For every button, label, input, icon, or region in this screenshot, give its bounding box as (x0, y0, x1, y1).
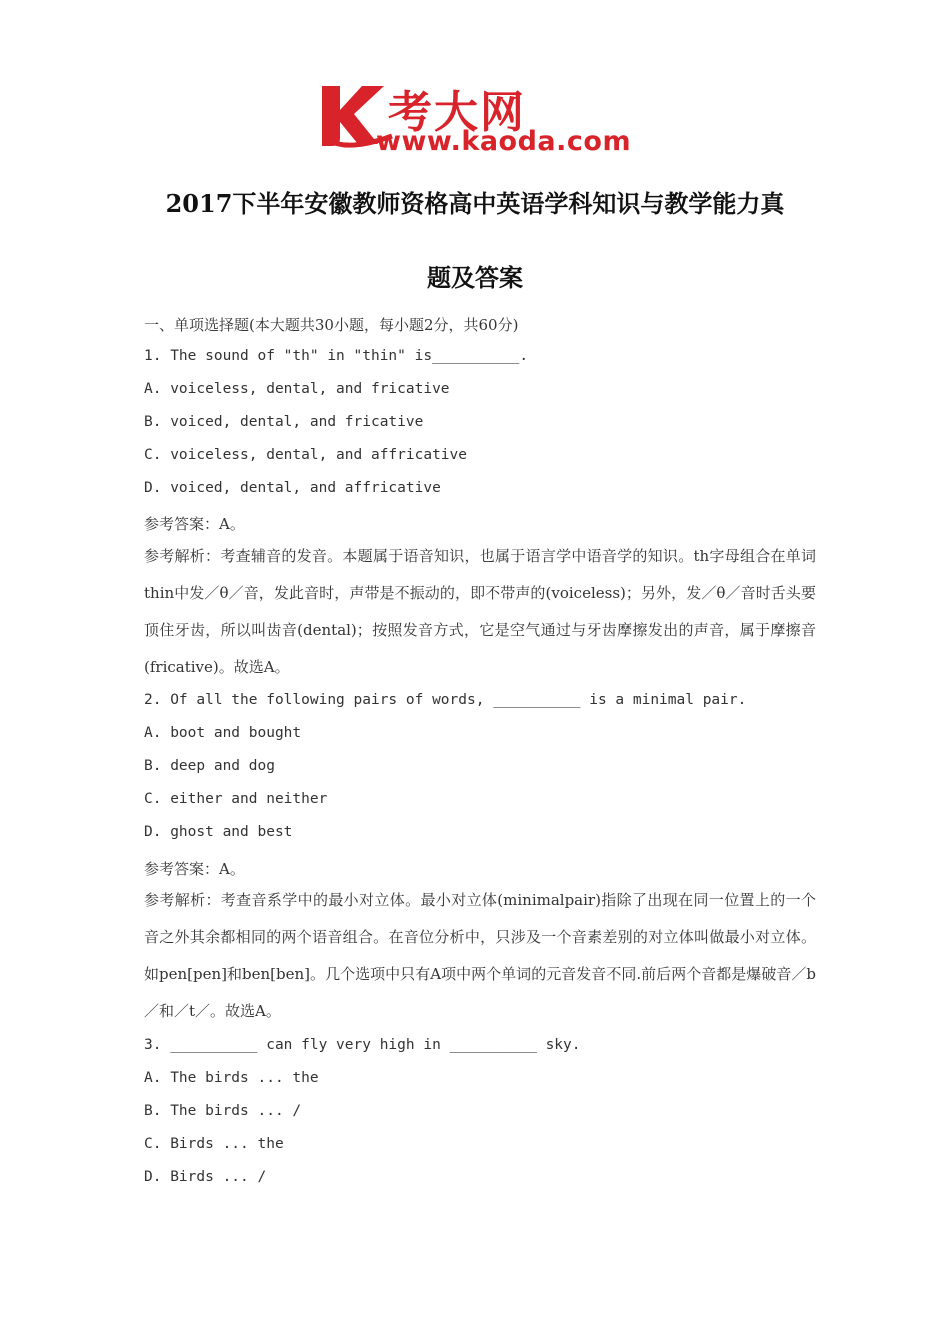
question-2-option-c: C. either and neither (144, 791, 328, 807)
question-1-answer: 参考答案：A。 (144, 515, 245, 533)
question-2-option-b: B. deep and dog (144, 758, 275, 774)
question-3-option-d: D. Birds ... / (144, 1169, 267, 1185)
question-3-stem: 3. __________ can fly very high in __________ sky. (144, 1037, 581, 1053)
question-2-option-d: D. ghost and best (144, 824, 293, 840)
logo-chinese-text: 考大网 (388, 87, 526, 138)
question-1-stem: 1. The sound of "th" in "thin" is__________. (144, 348, 529, 364)
question-2-option-a: A. boot and bought (144, 725, 302, 741)
page-title-line-2: 题及答案 (427, 263, 523, 292)
question-2-answer: 参考答案：A。 (144, 860, 245, 878)
kaoda-logo (318, 80, 638, 162)
question-1-option-a: A. voiceless, dental, and fricative (144, 381, 450, 397)
question-1-analysis: 参考解析：考查辅音的发音。本题属于语音知识，也属于语言学中语音学的知识。th字母组合在单词thin中发／θ／音，发此音时，声带是不振动的，即不带声的(voiceless)；另外，发／θ／音时舌头要顶住牙齿，所以叫齿音(dental)；按照发音方式，它是空气通过与牙齿摩擦发出的声音，属于摩擦音(fricative)。故选A。 (144, 547, 816, 676)
question-3-option-c: C. Birds ... the (144, 1136, 284, 1152)
logo-url-text: www.kaoda.com (376, 126, 632, 157)
question-2-analysis: 参考解析：考查音系学中的最小对立体。最小对立体(minimalpair)指除了出现在同一位置上的一个音之外其余都相同的两个语音组合。在音位分析中，只涉及一个音素差别的对立体叫做最小对立体。如pen[pen]和ben[ben]。几个选项中只有A项中两个单词的元音发音不同.前后两个音都是爆破音／b／和／t／。故选A。 (144, 891, 816, 1020)
question-1-option-b: B. voiced, dental, and fricative (144, 414, 424, 430)
section-heading: 一、单项选择题(本大题共30小题，每小题2分，共60分) (144, 316, 519, 334)
question-1-option-d: D. voiced, dental, and affricative (144, 480, 441, 496)
question-3-option-a: A. The birds ... the (144, 1070, 319, 1086)
question-2-stem: 2. Of all the following pairs of words, __________ is a minimal pair. (144, 692, 747, 708)
page-title-line-1: 2017下半年安徽教师资格高中英语学科知识与教学能力真 (165, 189, 785, 218)
question-3-option-b: B. The birds ... / (144, 1103, 302, 1119)
question-1-option-c: C. voiceless, dental, and affricative (144, 447, 468, 463)
